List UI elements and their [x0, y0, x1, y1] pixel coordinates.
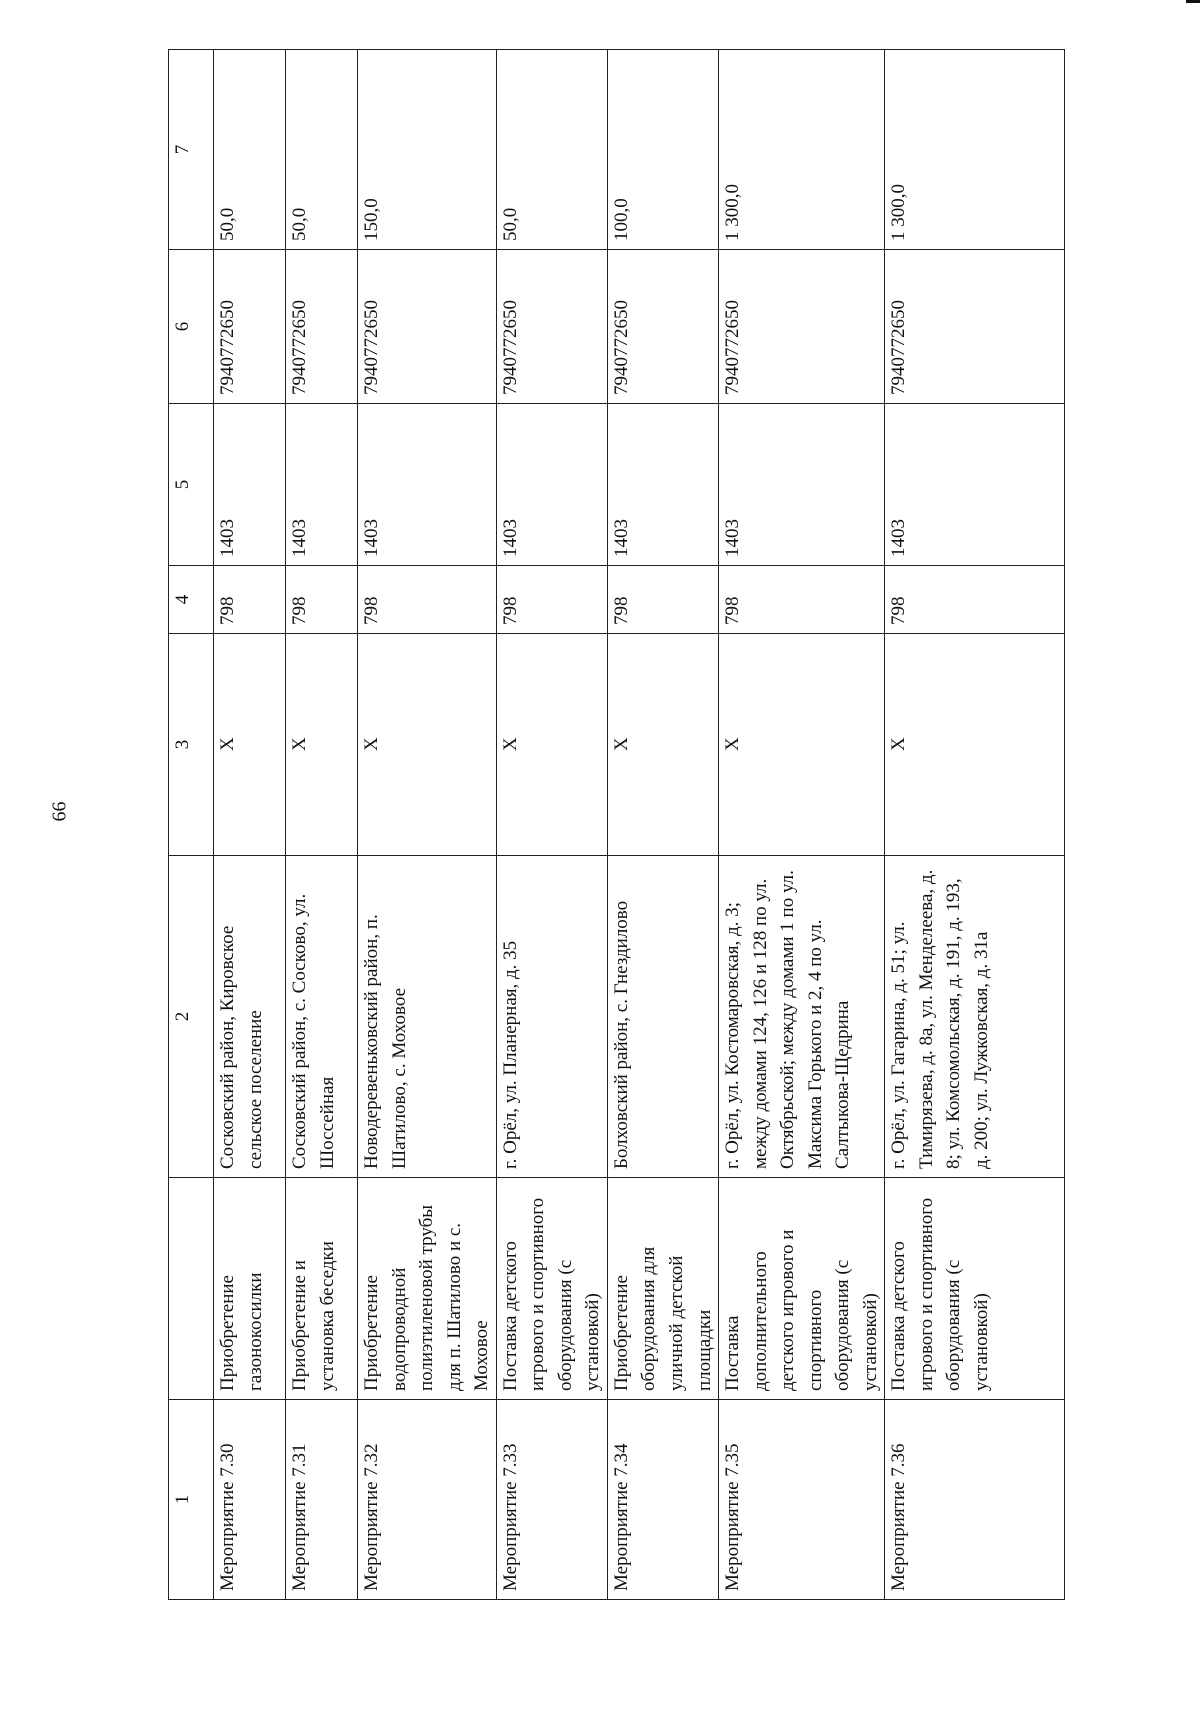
table-row	[214, 50, 286, 1600]
address-cell: г. Орёл, ул. Гагарина, д. 51; ул. Тимирязева, д. 8а, ул. Менделеева, д. 8; ул. Комсомольская, д. 191, д. 193, д. 200; ул. Лужковская, д. 31а	[885, 856, 1065, 1178]
measure-name-cell: Приобретение и установка беседки	[286, 1178, 358, 1400]
header-cell-1b	[169, 1178, 214, 1400]
header-cell-6: 6	[169, 250, 214, 404]
mark-cell: Х	[358, 634, 497, 856]
address-cell: Болховский район, с. Гнездилово	[607, 856, 718, 1178]
mark-cell: Х	[214, 634, 286, 856]
table-row	[286, 50, 358, 1600]
rotated-table-container	[168, 50, 1058, 1600]
mark-cell: Х	[719, 634, 885, 856]
code-6-cell: 7940772650	[719, 250, 885, 404]
code-4-cell: 798	[286, 566, 358, 634]
measure-id-cell: Мероприятие 7.31	[286, 1400, 358, 1600]
header-row	[169, 50, 214, 1600]
measure-id-cell: Мероприятие 7.34	[607, 1400, 718, 1600]
measure-id-cell: Мероприятие 7.36	[885, 1400, 1065, 1600]
code-4-cell: 798	[719, 566, 885, 634]
code-6-cell: 7940772650	[885, 250, 1065, 404]
header-cell-5: 5	[169, 404, 214, 566]
address-cell: г. Орёл, ул. Планерная, д. 35	[496, 856, 607, 1178]
address-cell: Сосковский район, Кировское сельское поселение	[214, 856, 286, 1178]
measure-name-cell: Приобретение газонокосилки	[214, 1178, 286, 1400]
address-cell: г. Орёл, ул. Костомаровская, д. 3; между домами 124, 126 и 128 по ул. Октябрьской; между домами 1 по ул. Максима Горького и 2, 4 по ул. Салтыкова-Щедрина	[719, 856, 885, 1178]
code-6-cell: 7940772650	[358, 250, 497, 404]
code-5-cell: 1403	[214, 404, 286, 566]
code-4-cell: 798	[214, 566, 286, 634]
measure-id-cell: Мероприятие 7.30	[214, 1400, 286, 1600]
code-6-cell: 7940772650	[496, 250, 607, 404]
code-5-cell: 1403	[607, 404, 718, 566]
amount-cell: 50,0	[496, 50, 607, 250]
measures-table	[168, 49, 1065, 1600]
measure-name-cell: Поставка дополнительного детского игрового и спортивного оборудования (с установкой)	[719, 1178, 885, 1400]
amount-cell: 100,0	[607, 50, 718, 250]
measure-name-cell: Поставка детского игрового и спортивного оборудования (с установкой)	[496, 1178, 607, 1400]
code-4-cell: 798	[607, 566, 718, 634]
amount-cell: 50,0	[286, 50, 358, 250]
mark-cell: Х	[286, 634, 358, 856]
measure-id-cell: Мероприятие 7.35	[719, 1400, 885, 1600]
header-cell-7: 7	[169, 50, 214, 250]
page-number: 66	[48, 801, 71, 822]
amount-cell: 150,0	[358, 50, 497, 250]
code-5-cell: 1403	[885, 404, 1065, 566]
code-6-cell: 7940772650	[214, 250, 286, 404]
code-5-cell: 1403	[496, 404, 607, 566]
header-cell-1: 1	[169, 1400, 214, 1600]
code-4-cell: 798	[496, 566, 607, 634]
measure-name-cell: Поставка детского игрового и спортивного оборудования (с установкой)	[885, 1178, 1065, 1400]
mark-cell: Х	[885, 634, 1065, 856]
header-cell-4: 4	[169, 566, 214, 634]
table-row	[496, 50, 607, 1600]
amount-cell: 50,0	[214, 50, 286, 250]
amount-cell: 1 300,0	[719, 50, 885, 250]
code-4-cell: 798	[358, 566, 497, 634]
header-cell-2: 2	[169, 856, 214, 1178]
header-cell-3: 3	[169, 634, 214, 856]
measure-id-cell: Мероприятие 7.33	[496, 1400, 607, 1600]
code-4-cell: 798	[885, 566, 1065, 634]
measure-id-cell: Мероприятие 7.32	[358, 1400, 497, 1600]
mark-cell: Х	[496, 634, 607, 856]
table-row	[607, 50, 718, 1600]
measure-name-cell: Приобретение водопроводной полиэтиленовой трубы для п. Шатилово и с. Моховое	[358, 1178, 497, 1400]
table-row	[358, 50, 497, 1600]
address-cell: Сосковский район, с. Сосково, ул. Шоссейная	[286, 856, 358, 1178]
code-6-cell: 7940772650	[286, 250, 358, 404]
code-5-cell: 1403	[286, 404, 358, 566]
code-6-cell: 7940772650	[607, 250, 718, 404]
code-5-cell: 1403	[358, 404, 497, 566]
scan-edge-mark	[1186, 0, 1200, 3]
address-cell: Новодеревеньковский район, п. Шатилово, с. Моховое	[358, 856, 497, 1178]
amount-cell: 1 300,0	[885, 50, 1065, 250]
code-5-cell: 1403	[719, 404, 885, 566]
measure-name-cell: Приобретение оборудования для уличной детской площадки	[607, 1178, 718, 1400]
mark-cell: Х	[607, 634, 718, 856]
table-row	[885, 50, 1065, 1600]
table-row	[719, 50, 885, 1600]
